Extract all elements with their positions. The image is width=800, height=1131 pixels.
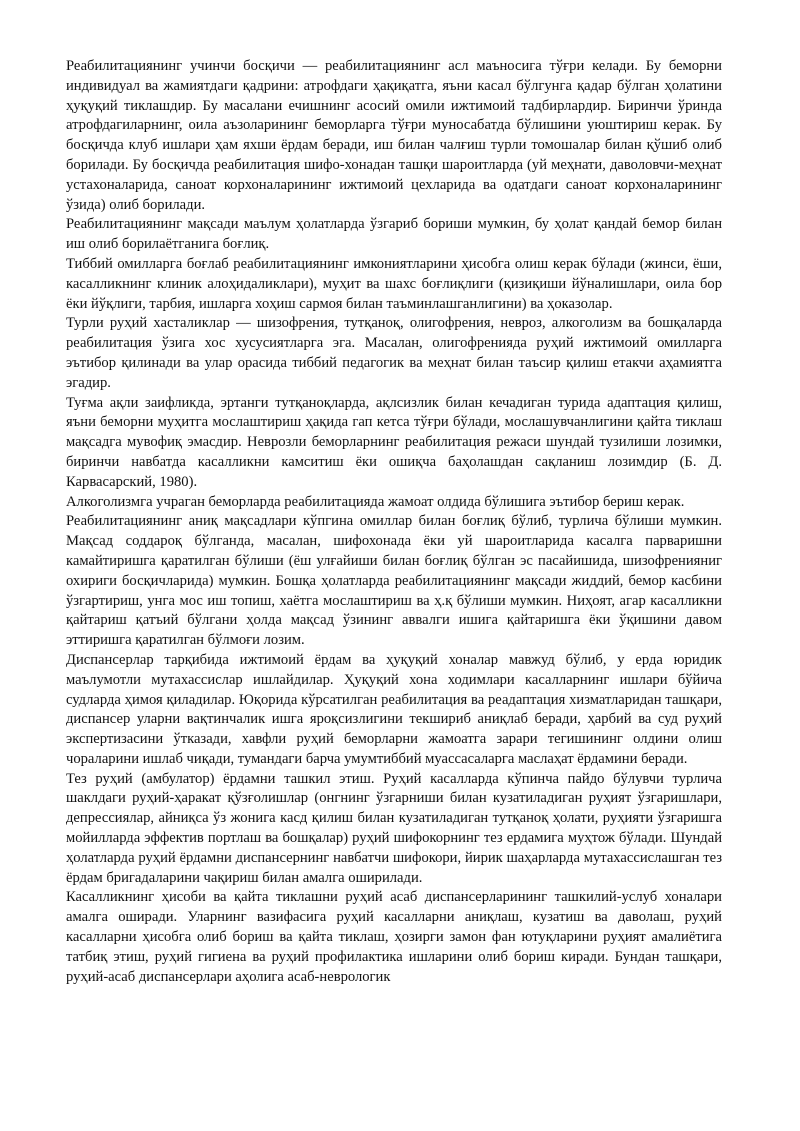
paragraph-rehab-third-stage: Реабилитациянинг учинчи босқичи — реабилитациянинг асл маъносига тўғри келади. Бу беморни индивидуал ва жамиятдаги қадрини: атрофдаги ҳақиқатга, яъни касал бўлгунга қадар бўлган ҳолатини ҳуқуқий тиклашдир. Бу масалани ечишнинг асосий омили ижтимоий тадбирлардир. Биринчи ўринда атрофдагиларнинг, оила аъзоларининг беморларга тўғри муносабатда бўлишини уюштириш керак. Бу босқичда клуб ишлари ҳам яхши ёрдам беради, иш билан чалғиш турли томошалар билан қўшиб олиб борилади. Бу босқичда реабилитация шифо-хонадан ташқи шароитларда (уй меҳнати, даволовчи-меҳнат устахоналарида, саноат корхоналарининг ижтимоий цехларида ва одатдаги саноат корхоналарининг ўзида) олиб борилади. bbox=[66, 58, 722, 213]
paragraph-dispensary-legal: Диспансерлар тарқибида ижтимоий ёрдам ва ҳуқуқий хоналар мавжуд бўлиб, у ерда юридик маълумотли мутахассислар ишлайдилар. Ҳуқуқий хона ходимлари касалларнинг ишлари бўйича судларда ҳимоя қиладилар. Юқорида кўрсатилган реабилитация ва реадаптация хизматларидан ташқари, диспансер уларни вақтинчалик ишга яроқсизлигини текшириб аниқлаб беради, ҳарбий ва суд руҳий экспертизасини ўтказади, хавфли руҳий беморларни жамоатга зарари тегишининг олдини олиш чораларини ишлаб чиқади, тумандаги барча умумтиббий муассасаларга маслаҳат ёрдамини беради. bbox=[66, 651, 722, 767]
paragraph-specific-goals: Реабилитациянинг аниқ мақсадлари кўпгина омиллар билан боғлиқ бўлиб, турлича бўлиши мумкин. Мақсад соддароқ бўлганда, масалан, шифохонада ёки уй шароитларида касалга парваришни камайтиришга қаратилган бўлиши (ёш улғайиши билан боғлиқ бўлган эс пасайишида, шизофренияниг охириги босқичларида) мумкин. Бошқа ҳолатларда реабилитациянинг мақсади жиддий, бемор касбини ўзгартириш, унга мос иш топиш, хаётга мослаштириш ва ҳ.қ бўлиши мумкин. Ниҳоят, агар касалликни қайтариш қатъий бўлгани ҳолда мақсад ўзининг аввалги ишига қайтаришга ёки ўқишини давом эттиришга қаратилган бўлмоғи лозим. bbox=[66, 513, 722, 649]
paragraph-congenital-weakness: Туғма ақли заифликда, эртанги тутқаноқларда, ақлсизлик билан кечадиган турида адаптация қилиш, яъни беморни муҳитга мослаштириш ҳақида гап кетса тўғри бўлади, мослашувчанлигини қайта тиклаш мақсадга мувофиқ эмасдир. Неврозли беморларнинг реабилитация режаси шундай тузилиши лозимки, биринчи навбатда касалликни камситиш ёки ошиқча баҳолашдан сақланиш лозимдир (Б. Д. Карвасарский, 1980). bbox=[66, 394, 722, 490]
paragraph-medical-factors: Тиббий омилларга боғлаб реабилитациянинг имкониятларини ҳисобга олиш керак бўлади (жинси, ёши, касалликнинг клиник алоҳидаликлари), муҳит ва шахс боғлиқлиги (қизиқиши йўналишлари, оила бор ёки йўқлиги, тарбия, ишларга хоҳиш сармоя билан таъминлашганлигини) ва ҳоказолар. bbox=[66, 255, 722, 312]
document-page bbox=[66, 57, 722, 987]
paragraph-emergency-care: Тез руҳий (амбулатор) ёрдамни ташкил этиш. Руҳий касалларда кўпинча пайдо бўлувчи турлича шаклдаги руҳий-ҳаракат қўзғолишлар (онгнинг ўзгарниши билан кузатиладиган руҳият ўзгаришлари, депрессиялар, айниқса ўз жонига касд қилиш билан кузатиладиган тутқаноқ ҳолати, руҳияти ўзгаришга мойилларда эффектив портлаш ва бошқалар) руҳий шифокорнинг тез ердамига муҳтож бўлади. Шундай ҳолатларда руҳий ёрдамни диспансернинг навбатчи шифокори, йирик шаҳарларда мутахассислашган тез ёрдам бригадаларини чақириш билан амалга оширилади. bbox=[66, 770, 722, 886]
paragraph-disease-records: Касалликнинг ҳисоби ва қайта тиклашни руҳий асаб диспансерларининг ташкилий-услуб хоналари амалга оширади. Уларнинг вазифасига руҳий касалларни аниқлаш, кузатиш ва даволаш, руҳий касалларни ҳисобга олиб бориш ва қайта тиклаш, ҳозирги замон фан ютуқларини руҳият амалиётига татбиқ этиш, руҳий гигиена ва руҳий профилактика ишларини олиб бориш киради. Бундан ташқари, руҳий-асаб диспансерлари аҳолига асаб-неврологик bbox=[66, 889, 722, 985]
paragraph-mental-illnesses: Турли руҳий хасталиклар — шизофрения, тутқаноқ, олигофрения, невроз, алкоголизм ва бошқаларда реабилитация ўзига хос хусусиятларга эга. Масалан, олигофренияда руҳий ижтимоий омилларга эътибор қилинади ва улар орасида тиббий педагогик ва меҳнат билан таъсир қилиш етакчи аҳамиятга эгадир. bbox=[66, 315, 722, 391]
paragraph-alcoholism: Алкоголизмга учраган беморларда реабилитацияда жамоат олдида бўлишига эътибор бериш керак. bbox=[66, 493, 685, 510]
paragraph-rehab-goal-varies: Реабилитациянинг мақсади маълум ҳолатларда ўзгариб бориши мумкин, бу ҳолат қандай бемор билан иш олиб борилаётганига боғлиқ. bbox=[66, 216, 722, 253]
